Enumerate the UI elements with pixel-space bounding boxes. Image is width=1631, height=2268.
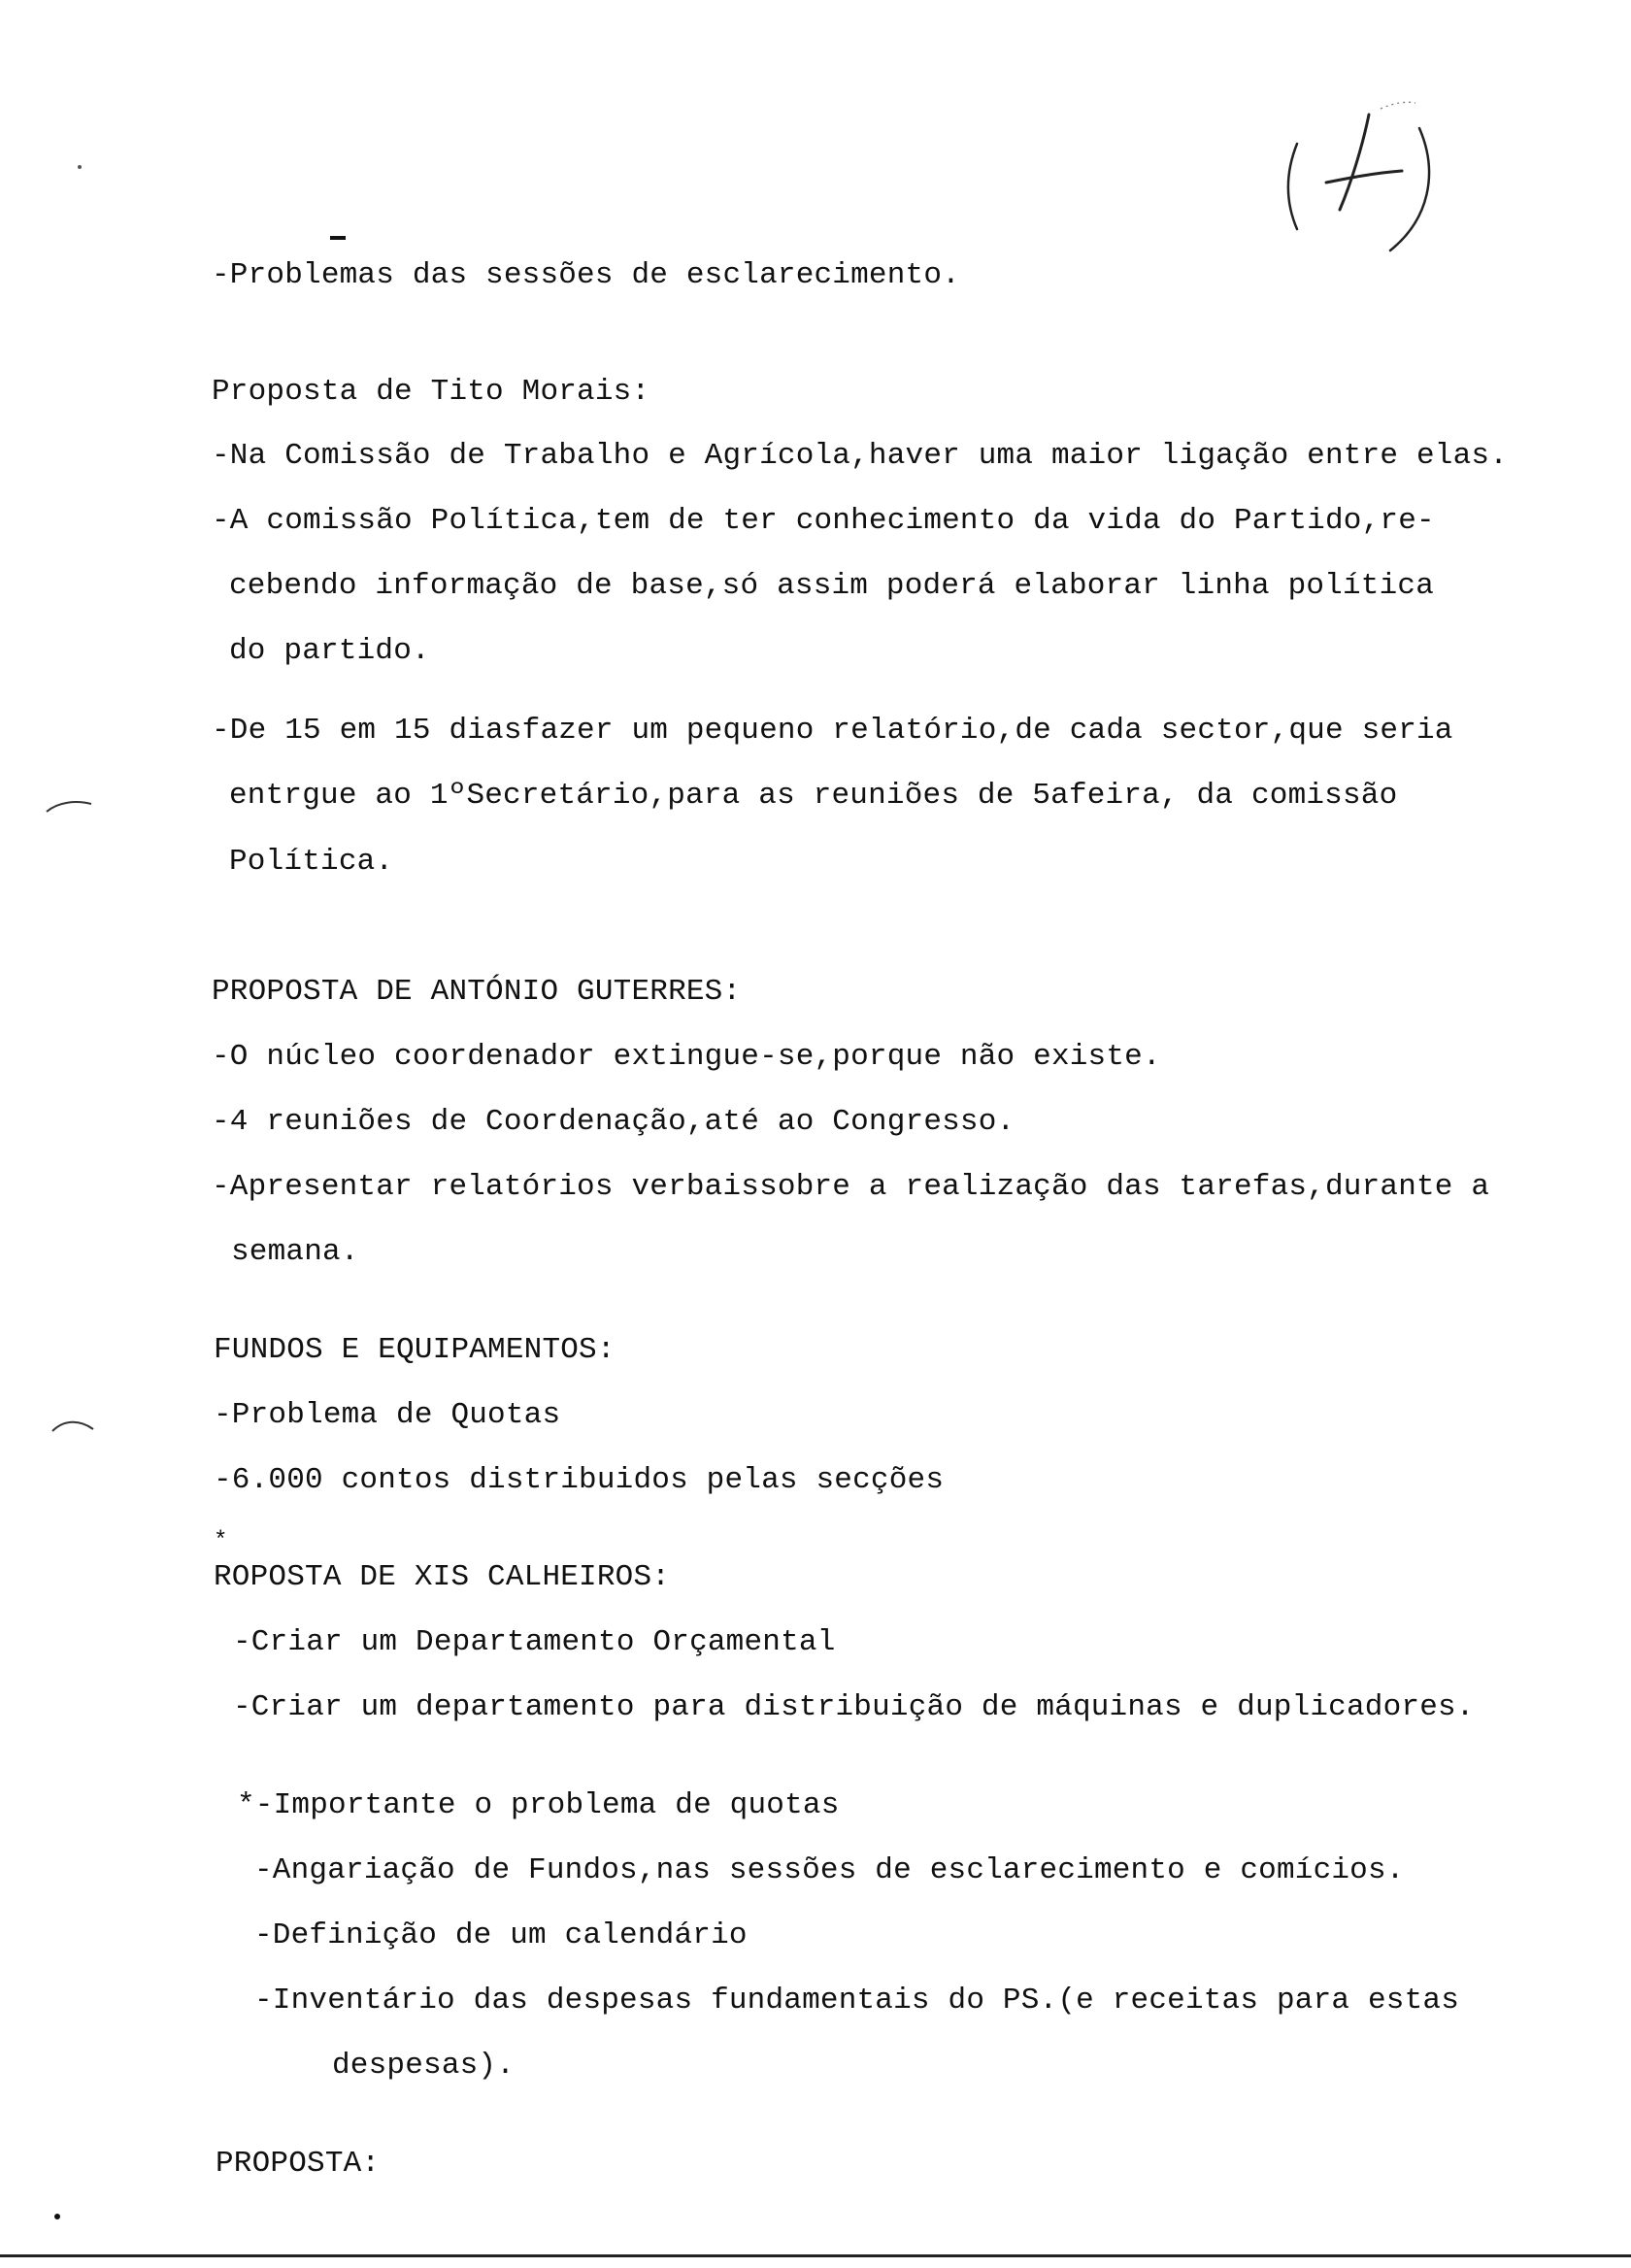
text-line: -Apresentar relatórios verbaissobre a realização das tarefas,durante a: [212, 1170, 1490, 1204]
text-line: -Definição de um calendário: [254, 1918, 748, 1952]
text-line: FUNDOS E EQUIPAMENTOS:: [214, 1333, 616, 1367]
left-margin-arc: [45, 796, 93, 816]
text-line: *-Importante o problema de quotas: [237, 1788, 840, 1822]
left-margin-dot: [54, 2214, 60, 2219]
text-line: -6.000 contos distribuidos pelas secções: [214, 1463, 945, 1497]
text-line: -A comissão Política,tem de ter conhecimento da vida do Partido,re-: [212, 504, 1435, 538]
text-line: Política.: [229, 845, 394, 879]
text-line: -Problemas das sessões de esclarecimento.: [212, 258, 960, 292]
text-line: -Inventário das despesas fundamentais do PS.(e receitas para estas: [254, 1984, 1459, 2018]
text-line: -Problema de Quotas: [214, 1398, 561, 1432]
text-line: semana.: [231, 1235, 359, 1269]
text-line: -Criar um departamento para distribuição de máquinas e duplicadores.: [233, 1690, 1475, 1724]
text-line: -Angariação de Fundos,nas sessões de esclarecimento e comícios.: [254, 1853, 1405, 1887]
text-line: despesas).: [332, 2049, 516, 2083]
text-line: cebendo informação de base,só assim poderá elaborar linha política: [229, 569, 1434, 603]
text-line: PROPOSTA:: [216, 2147, 381, 2181]
text-line: -Na Comissão de Trabalho e Agrícola,haver uma maior ligação entre elas.: [212, 439, 1509, 473]
left-margin-arc: [50, 1418, 99, 1437]
handwritten-page-number: [1274, 85, 1448, 260]
text-line: -Criar um Departamento Orçamental: [233, 1625, 836, 1659]
left-margin-dot: [78, 165, 82, 169]
text-line: do partido.: [229, 634, 430, 668]
text-line: entrgue ao 1ºSecretário,para as reuniões de 5afeira, da comissão: [229, 779, 1398, 813]
text-line: ROPOSTA DE XIS CALHEIROS:: [214, 1560, 671, 1594]
text-line: -4 reuniões de Coordenação,até ao Congresso.: [212, 1105, 1015, 1139]
text-line: PROPOSTA DE ANTÓNIO GUTERRES:: [212, 975, 742, 1009]
bottom-scan-edge: [0, 2254, 1631, 2257]
top-dash-mark: [330, 236, 346, 240]
text-line: Proposta de Tito Morais:: [212, 375, 650, 409]
text-line: -De 15 em 15 diasfazer um pequeno relatório,de cada sector,que seria: [212, 714, 1453, 748]
text-line: *: [214, 1528, 228, 1554]
text-line: -O núcleo coordenador extingue-se,porque não existe.: [212, 1040, 1161, 1074]
